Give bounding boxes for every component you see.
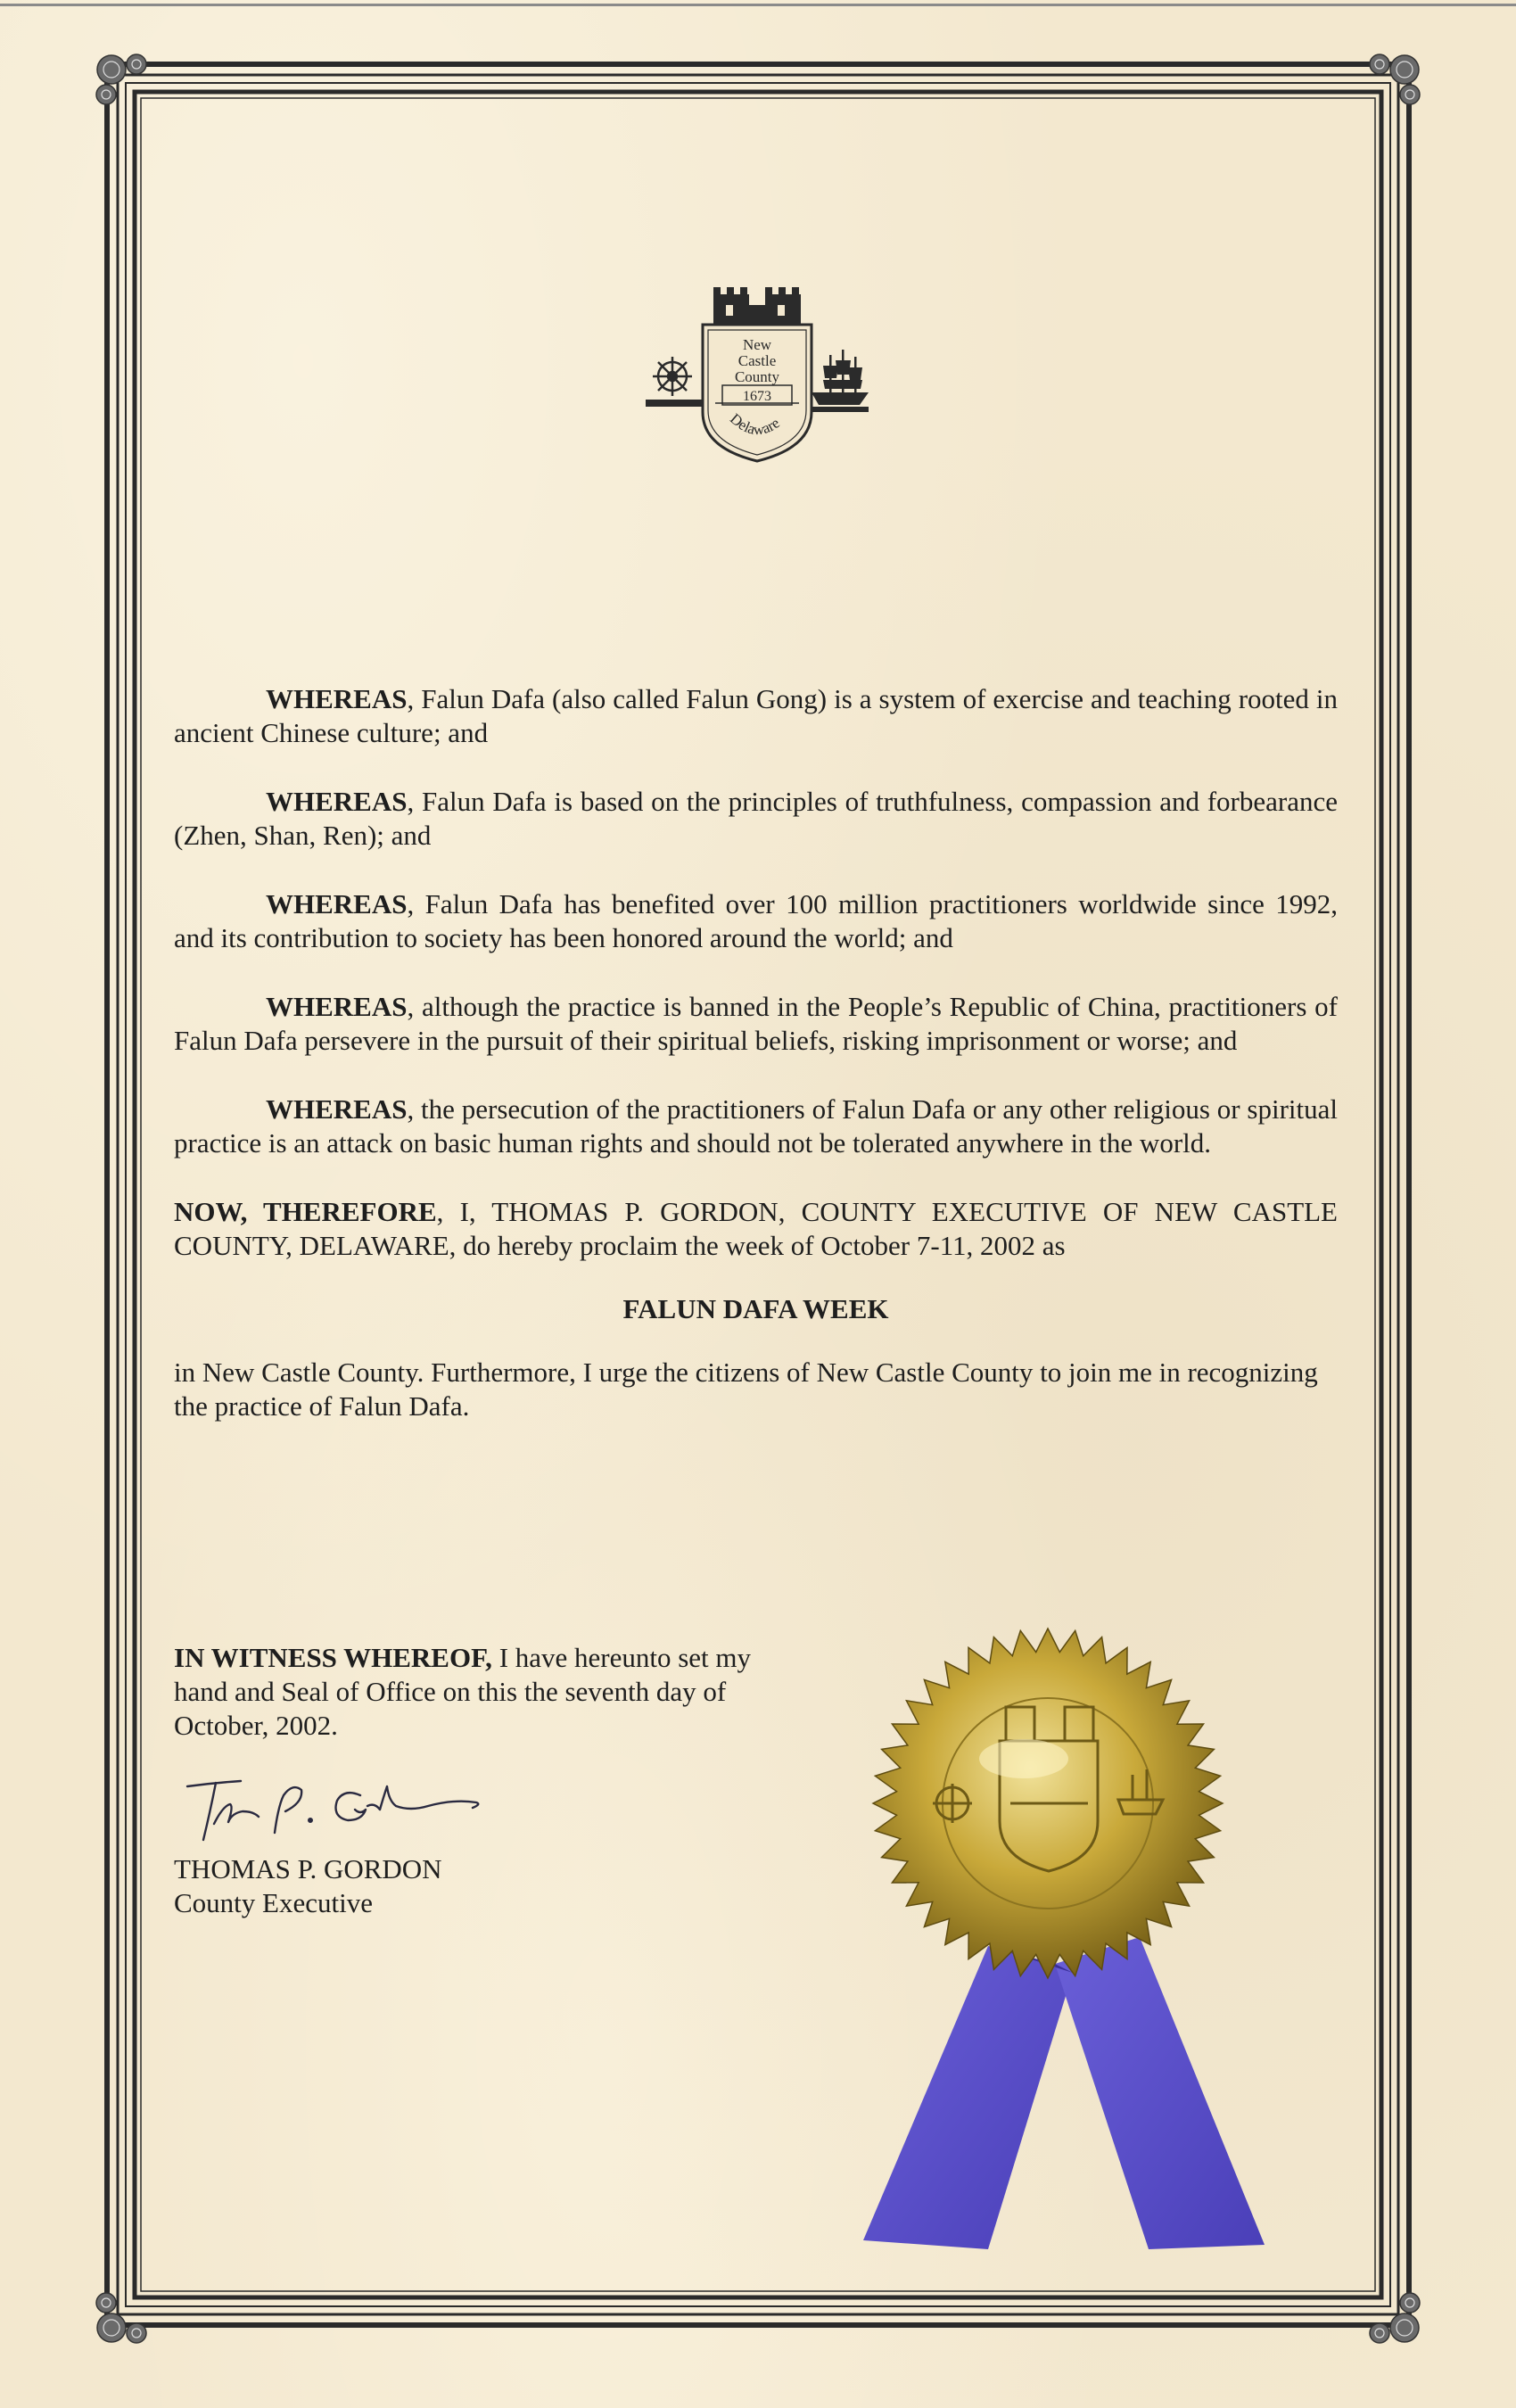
gold-seal-ribbon	[854, 1625, 1265, 2267]
signer-title: County Executive	[174, 1887, 373, 1918]
handwritten-signature	[178, 1770, 517, 1851]
svg-text:1673: 1673	[743, 389, 771, 404]
witness-statement: IN WITNESS WHEREOF, I have hereunto set my hand and Seal of Office on this the seventh day of October, 2002.	[174, 1642, 752, 1741]
corner-ornament-icon	[85, 2274, 165, 2354]
whereas-paragraph: WHEREAS, Falun Dafa is based on the principles of truthfulness, compassion and forbearance (Zhen, Shan, Ren); and	[174, 786, 1338, 851]
svg-text:Delaware: Delaware	[726, 409, 783, 439]
whereas-paragraph: WHEREAS, the persecution of the practitioners of Falun Dafa or any other religious or spiritual practice is an attack on basic human rights and should not be tolerated anywhere in the world.	[174, 1093, 1338, 1159]
corner-ornament-icon	[1351, 43, 1431, 123]
proclamation-body	[174, 682, 1338, 1423]
whereas-paragraph: WHEREAS, although the practice is banned in the People’s Republic of China, practitioners of Falun Dafa persevere in the pursuit of their spiritual beliefs, risking imprisonment or worse; and	[174, 991, 1338, 1056]
svg-text:Castle: Castle	[737, 352, 777, 369]
week-title: FALUN DAFA WEEK	[622, 1293, 889, 1324]
whereas-paragraph: WHEREAS, Falun Dafa has benefited over 100 million practitioners worldwide since 1992, and its contribution to society has been honored around the world; and	[174, 888, 1338, 953]
svg-text:New: New	[742, 336, 772, 353]
signer-name: THOMAS P. GORDON	[174, 1853, 442, 1884]
whereas-paragraph: WHEREAS, Falun Dafa (also called Falun Gong) is a system of exercise and teaching rooted in ancient Chinese culture; and	[174, 683, 1338, 748]
proclamation-statement: NOW, THEREFORE, I, THOMAS P. GORDON, COUNTY EXECUTIVE OF NEW CASTLE COUNTY, DELAWARE, do hereby proclaim the week of October 7-11, 2002 as	[174, 1196, 1338, 1261]
closing-paragraph: in New Castle County. Furthermore, I urge the citizens of New Castle County to join me in recognizing the practice of Falun Dafa.	[174, 1357, 1318, 1422]
corner-ornament-icon	[85, 43, 165, 123]
svg-text:County: County	[734, 368, 780, 385]
county-seal-logo	[640, 278, 874, 469]
signer-block	[174, 1852, 442, 1920]
corner-ornament-icon	[1351, 2274, 1431, 2354]
